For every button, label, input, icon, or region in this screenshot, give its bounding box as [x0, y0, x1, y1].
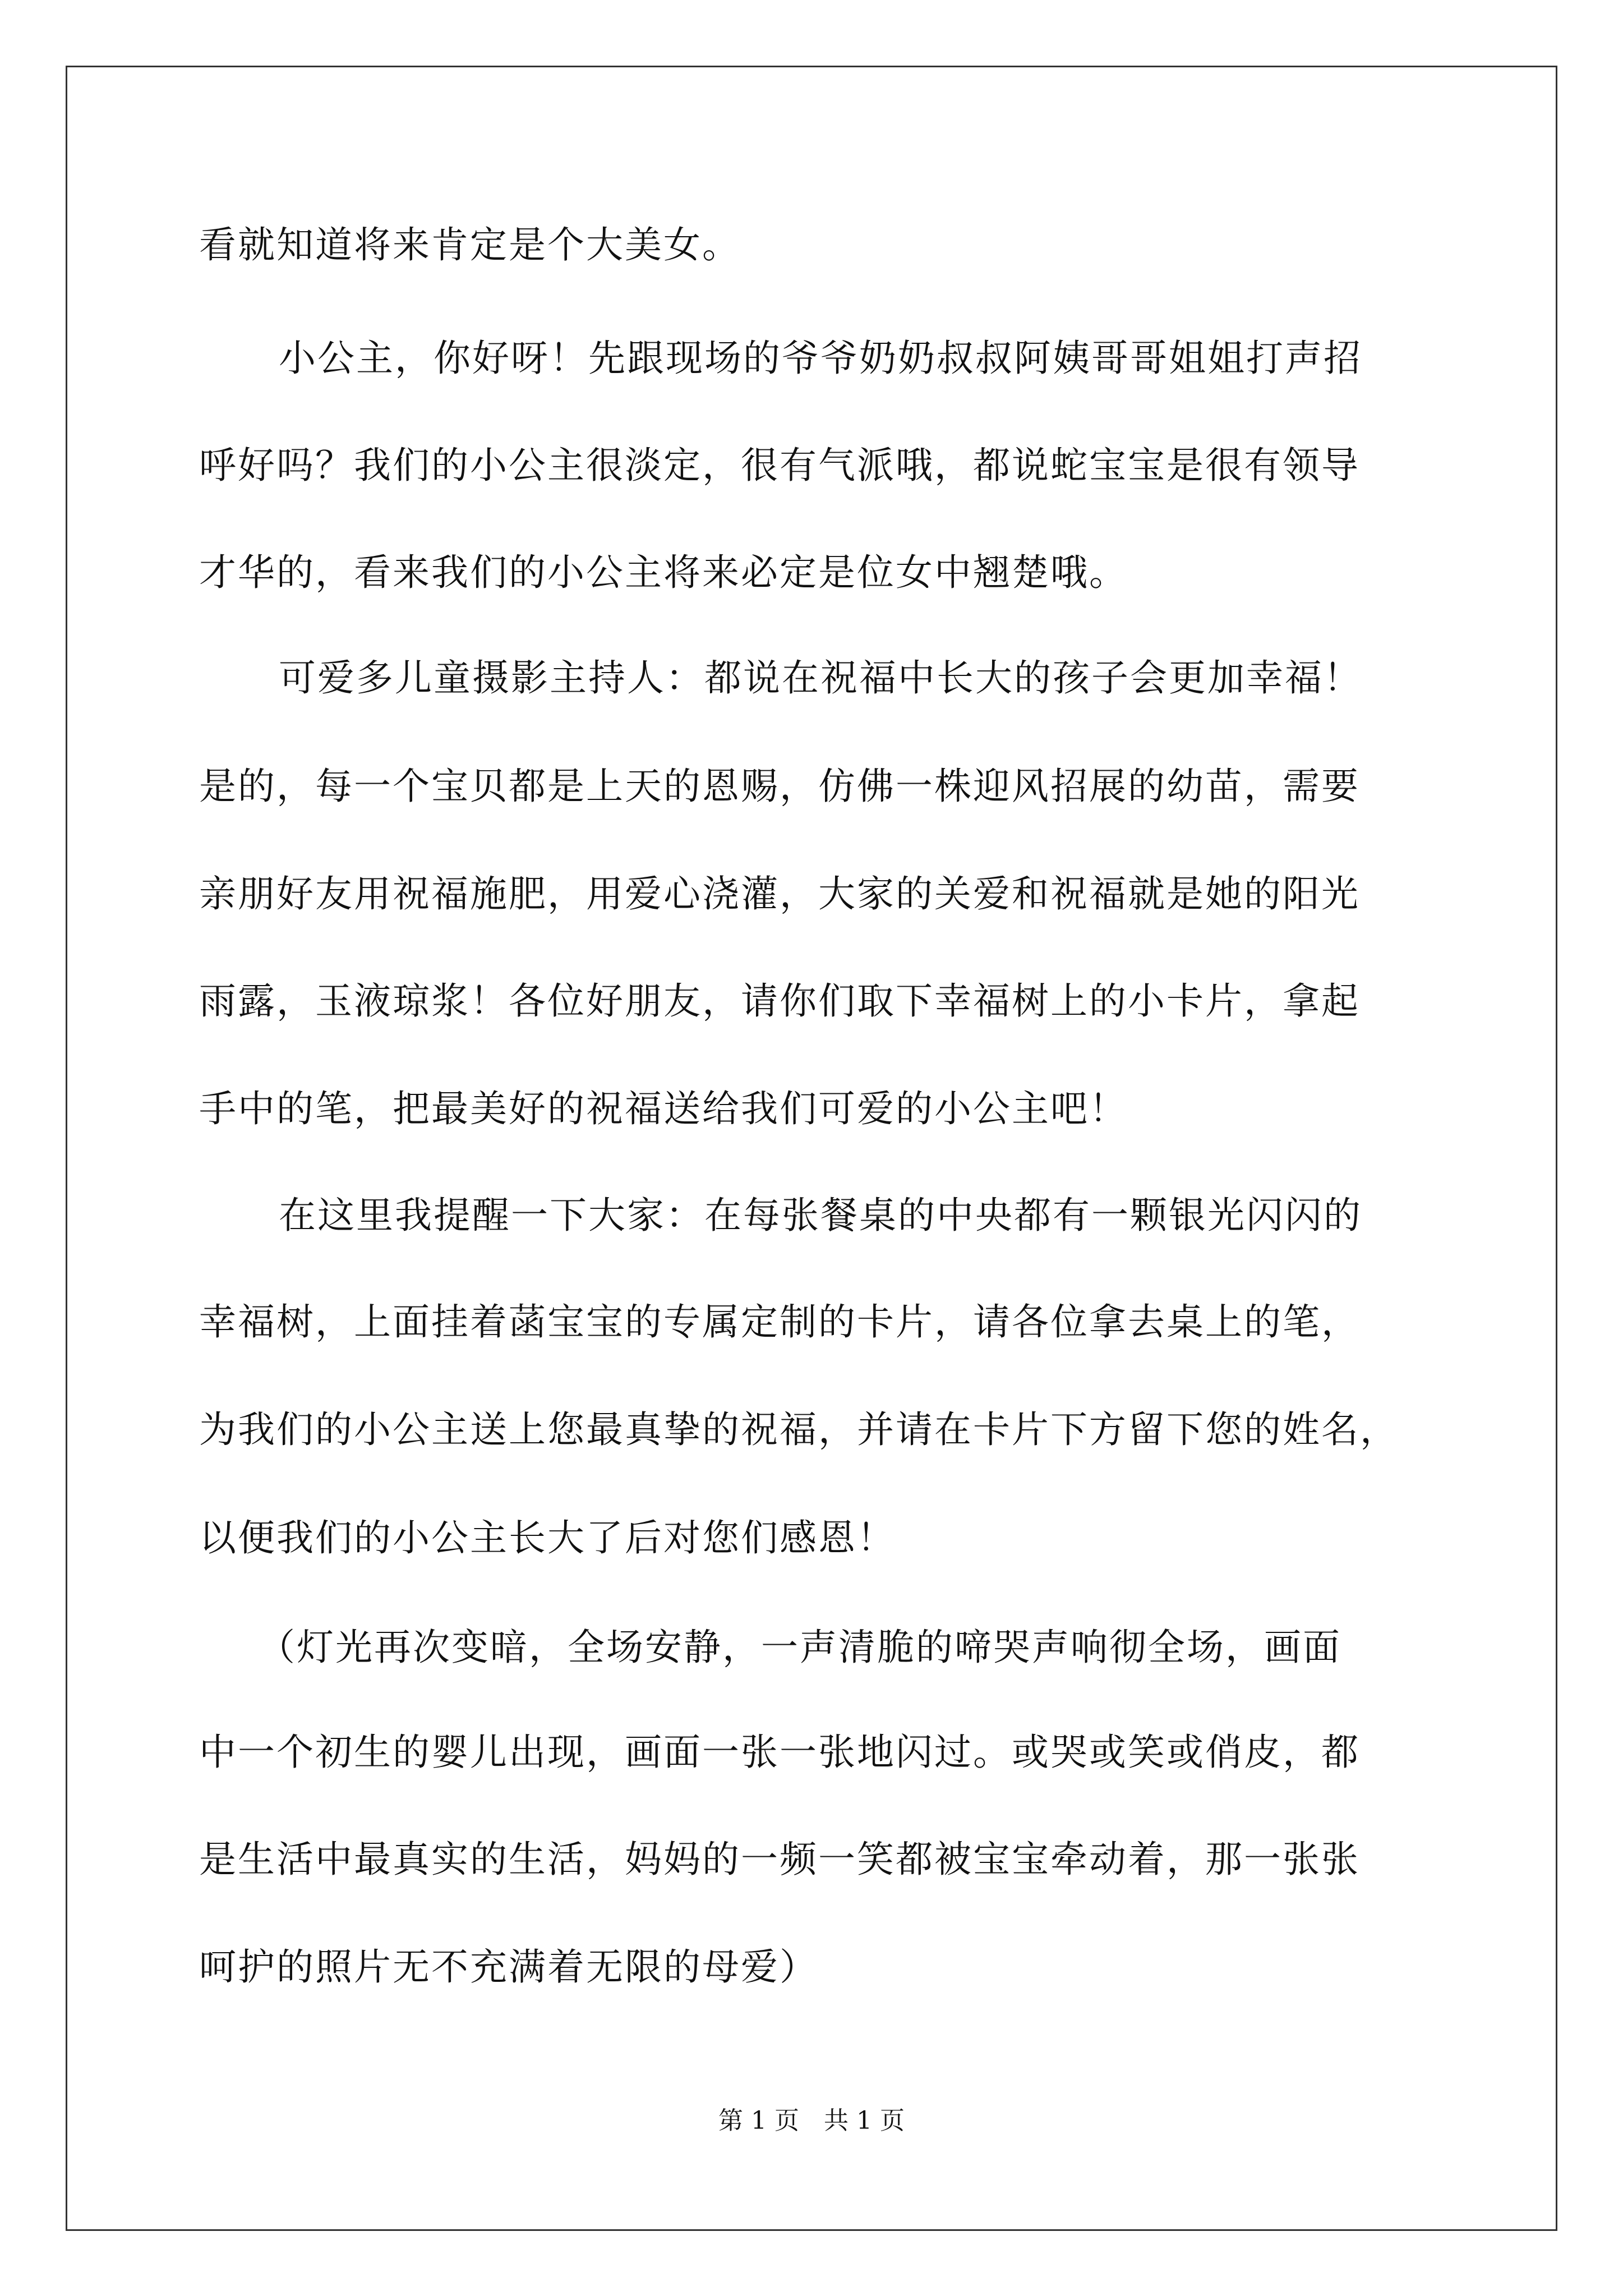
page-border: [66, 66, 1557, 2231]
text-line: 手中的笔，把最美好的祝福送给我们可爱的小公主吧！: [199, 1087, 1128, 1130]
text-line: 看就知道将来肯定是个大美女。: [199, 223, 741, 266]
page-footer: 第 1 页 共 1 页: [718, 2106, 905, 2135]
text-line: 才华的，看来我们的小公主将来必定是位女中翘楚哦。: [199, 551, 1128, 594]
text-line: 雨露，玉液琼浆！各位好朋友，请你们取下幸福树上的小卡片，拿起: [199, 979, 1360, 1023]
text-line: 是的，每一个宝贝都是上天的恩赐，仿佛一株迎风招展的幼苗，需要: [199, 765, 1360, 808]
text-line: 幸福树，上面挂着菡宝宝的专属定制的卡片，请各位拿去桌上的笔，: [199, 1300, 1360, 1343]
text-line: 在这里我提醒一下大家：在每张餐桌的中央都有一颗银光闪闪的: [279, 1194, 1362, 1237]
text-line: 小公主，你好呀！先跟现场的爷爷奶奶叔叔阿姨哥哥姐姐打声招: [279, 337, 1362, 380]
text-line: 可爱多儿童摄影主持人：都说在祝福中长大的孩子会更加幸福！: [279, 656, 1362, 700]
text-line: 中一个初生的婴儿出现，画面一张一张地闪过。或哭或笑或俏皮，都: [199, 1731, 1360, 1774]
text-line: （灯光再次变暗，全场安静，一声清脆的啼哭声响彻全场，画面: [258, 1626, 1341, 1669]
text-line: 呵护的照片无不充满着无限的母爱）: [199, 1945, 818, 1989]
text-line: 呼好吗？我们的小公主很淡定，很有气派哦，都说蛇宝宝是很有领导: [199, 444, 1360, 487]
text-line: 亲朋好友用祝福施肥，用爱心浇灌，大家的关爱和祝福就是她的阳光: [199, 872, 1360, 915]
text-line: 是生活中最真实的生活，妈妈的一频一笑都被宝宝牵动着，那一张张: [199, 1838, 1360, 1881]
text-line: 为我们的小公主送上您最真挚的祝福，并请在卡片下方留下您的姓名，: [199, 1408, 1399, 1451]
text-line: 以便我们的小公主长大了后对您们感恩！: [199, 1516, 896, 1559]
